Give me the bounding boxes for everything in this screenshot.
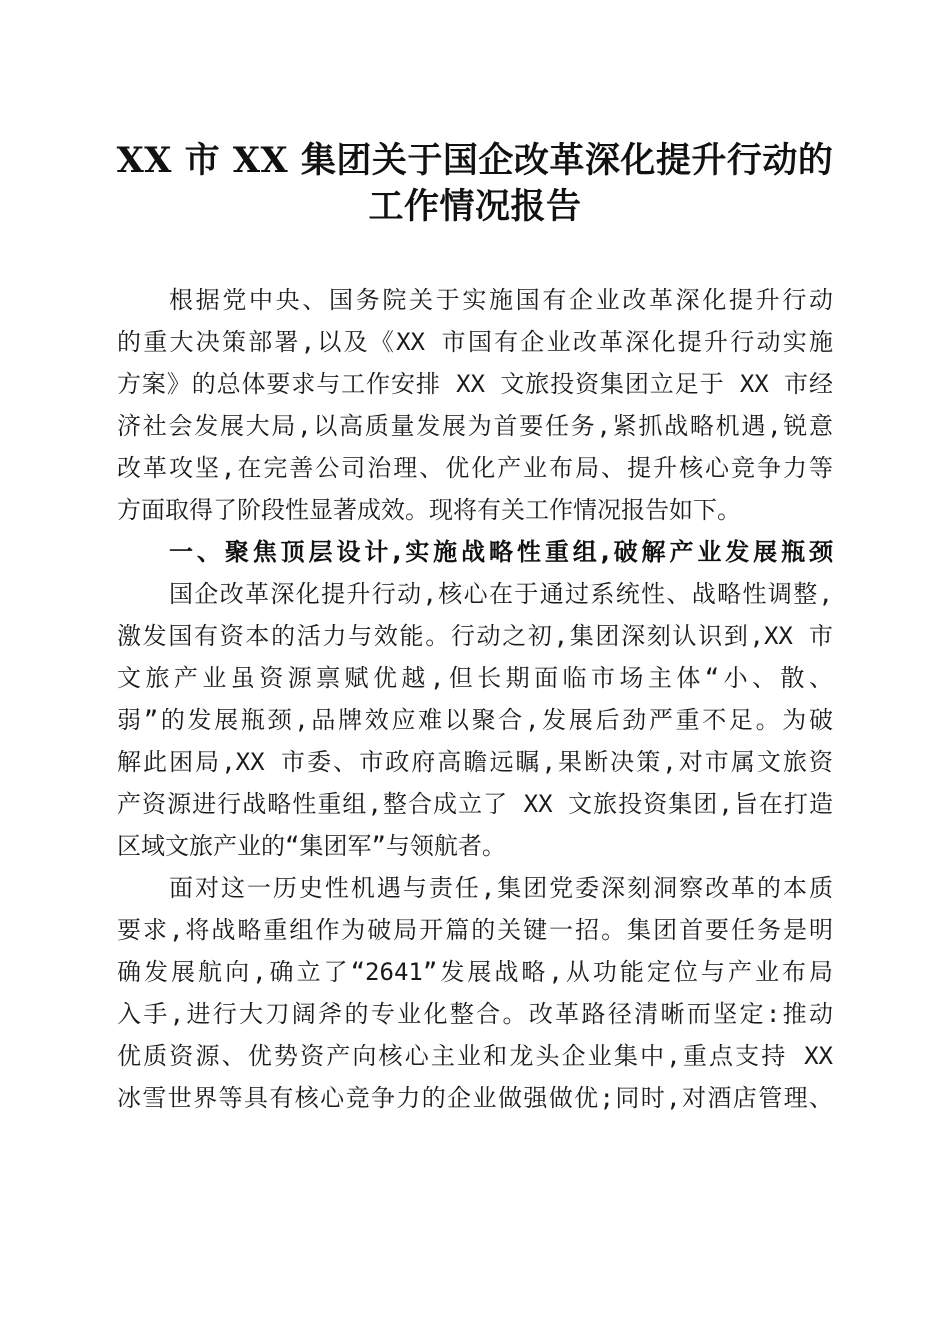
paragraph-3-line-4: 入手,进行大刀阔斧的专业化整合。改革路径清晰而坚定:推动	[117, 1000, 833, 1028]
paragraph-2-line-2: 激发国有资本的活力与效能。行动之初,集团深刻认识到,XX 市	[117, 622, 833, 650]
paragraph-1-line-2: 的重大决策部署,以及《XX 市国有企业改革深化提升行动实施	[117, 328, 833, 356]
paragraph-2-line-7: 区域文旅产业的“集团军”与领航者。	[117, 832, 506, 860]
paragraph-2-line-4: 弱”的发展瓶颈,品牌效应难以聚合,发展后劲严重不足。为破	[117, 706, 833, 734]
paragraph-1-line-1: 根据党中央、国务院关于实施国有企业改革深化提升行动	[169, 286, 833, 314]
document-title-line-1: XX 市 XX 集团关于国企改革深化提升行动的	[116, 140, 834, 181]
paragraph-1-line-4: 济社会发展大局,以高质量发展为首要任务,紧抓战略机遇,锐意	[117, 412, 833, 440]
paragraph-2-line-3: 文旅产业虽资源禀赋优越,但长期面临市场主体“小、散、	[117, 664, 833, 692]
paragraph-3-line-2: 要求,将战略重组作为破局开篇的关键一招。集团首要任务是明	[117, 916, 833, 944]
paragraph-3-line-3: 确发展航向,确立了“2641”发展战略,从功能定位与产业布局	[117, 958, 833, 986]
paragraph-2-line-6: 产资源进行战略性重组,整合成立了 XX 文旅投资集团,旨在打造	[117, 790, 833, 818]
paragraph-1-line-5: 改革攻坚,在完善公司治理、优化产业布局、提升核心竞争力等	[117, 454, 833, 482]
paragraph-2-line-5: 解此困局,XX 市委、市政府高瞻远瞩,果断决策,对市属文旅资	[117, 748, 833, 776]
paragraph-2-line-1: 国企改革深化提升行动,核心在于通过系统性、战略性调整,	[169, 580, 833, 608]
paragraph-3-line-6: 冰雪世界等具有核心竞争力的企业做强做优;同时,对酒店管理、	[117, 1084, 833, 1112]
section-heading-1: 一、聚焦顶层设计,实施战略性重组,破解产业发展瓶颈	[169, 538, 833, 566]
paragraph-3-line-1: 面对这一历史性机遇与责任,集团党委深刻洞察改革的本质	[169, 874, 833, 902]
paragraph-1-line-3: 方案》的总体要求与工作安排 XX 文旅投资集团立足于 XX 市经	[117, 370, 833, 398]
paragraph-1-line-6: 方面取得了阶段性显著成效。现将有关工作情况报告如下。	[117, 496, 741, 524]
document-title-line-2: 工作情况报告	[368, 186, 582, 227]
paragraph-3-line-5: 优质资源、优势资产向核心主业和龙头企业集中,重点支持 XX	[117, 1042, 833, 1070]
